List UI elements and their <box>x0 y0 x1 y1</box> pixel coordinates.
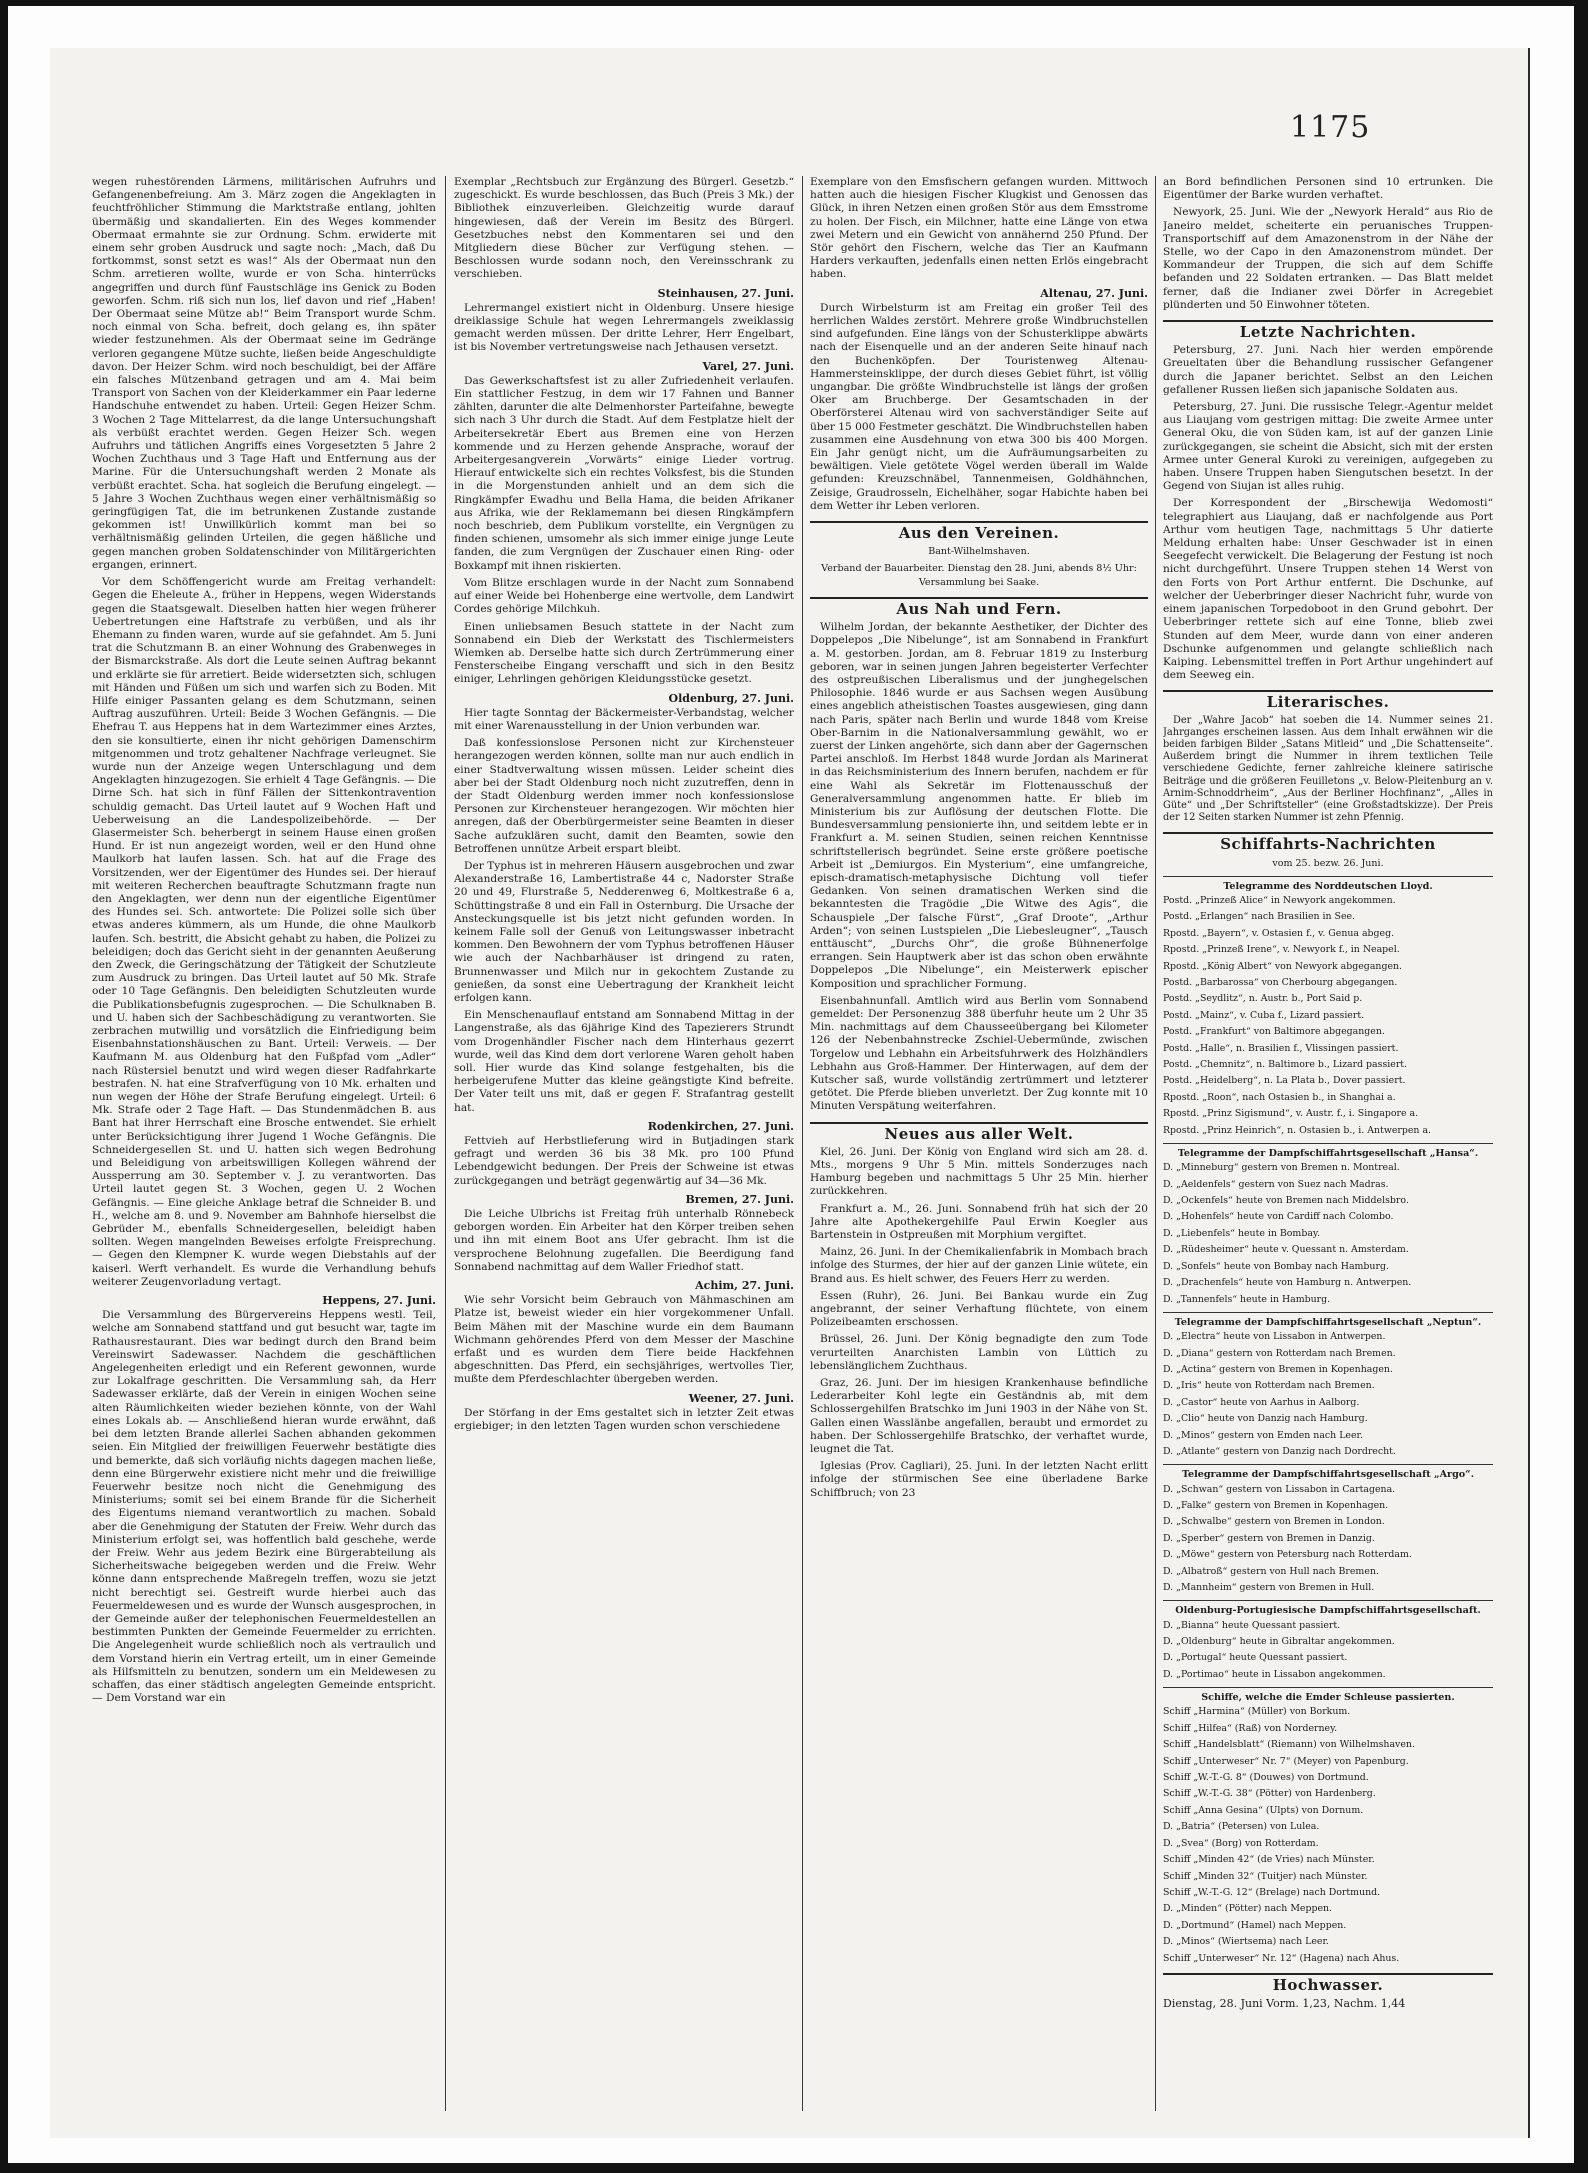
shipping-entry: D. „Minden“ (Pötter) nach Meppen. <box>1163 1903 1333 1915</box>
article-text: Frankfurt a. M., 26. Juni. Sonnabend früh hat sich der 20 Jahre alte Apothekergehilfe Paul Erwin Koegler aus Bartenstein in Ostpreußen mit Morphium vergiftet. <box>810 1202 1148 1242</box>
dateline: Bremen, 27. Juni. <box>685 1192 794 1206</box>
article-text: Kiel, 26. Juni. Der König von England wird sich am 28. d. Mts., morgens 9 Uhr 5 Min. mittels Sonderzuges nach Hamburg begeben und nachmittags 5 Uhr 25 Min. hierher zurückkehren. <box>810 1145 1148 1198</box>
article-text: Der Korrespondent der „Birschewija Wedomosti“ telegraphiert aus Liaujang, daß er nachfolgende aus Port Arthur vom heutigen Tage, nachmittags 5 Uhr datierte Meldung erhalten habe: Unser Geschwader ist in einen Seegefecht verwickelt. Die Belagerung der Festung ist noch nicht durchgeführt. Unsere Truppen stehen 14 Werst von den Forts von Port Arthur entfernt. Die Dschunke, auf welcher der Ueberbringer dieser Nachricht fuhr, wurde von einem japanischen Torpedoboot in den Grund gebohrt. Der Ueberbringer rettete sich auf eine Tonne, blieb zwei Stunden auf dem Meer, wurde dann von einer anderen Dschunke aufgenommen und gelangte schließlich nach Kaiping. Lebensmittel treffen in Port Arthur ungehindert auf dem Seeweg ein. <box>1163 497 1493 682</box>
shipping-entry: D. „Minos“ gestern von Emden nach Leer. <box>1163 1429 1363 1441</box>
article-text: Graz, 26. Juni. Der im hiesigen Krankenhause befindliche Lederarbeiter Kohl legte ein Geständnis ab, mit dem Schlossergehilfen Bratschko im Juni 1903 in der Nähe von St. Gallen einen Wasslänbe angefallen, beraubt und ermordet zu haben. Der Schlossergehilfe Bratschko, der verhaftet wurde, leugnet die Tat. <box>810 1377 1148 1456</box>
article-text: Einen unliebsamen Besuch stattete in der Nacht zum Sonnabend ein Dieb der Werkstatt des Tischlermeisters Wiemken ab. Derselbe hatte sich durch Zertrümmerung einer Fensterscheibe Eingang verschafft und sich in den Besitz einiger, Lehrlingen gehörigen Kleidungsstücke gesetzt. <box>454 620 794 686</box>
shipping-entry: D. „Batria“ (Petersen) von Lulea. <box>1163 1821 1320 1833</box>
shipping-entry: D. „Schwalbe“ gestern von Bremen in London. <box>1163 1516 1385 1528</box>
section-subheading: Bant-Wilhelmshaven. <box>928 546 1030 558</box>
article-text: wegen ruhestörenden Lärmens, militärischen Aufruhrs und Gefangenenbefreiung. Am 3. März zogen die Angeklagten in feuchtfröhlicher Stimmung die Marktstraße entlang, johlten übermäßig und skandalierten. Ein des Weges kommender Obermaat ermahnte sie zur Ordnung. Schm. erwiderte mit einem sehr groben Ausdruck und sagte noch: „Mach, daß Du fortkommst, sonst setzt es was!“ Als der Obermaat nun den Schm. arretieren wollte, wurde er von Scha. hinterrücks angegriffen und durch fünf Faustschläge ins Genick zu Boden geworfen. Schm. riß sich nun los, lief davon und rief „Haben! Der Obermaat seine Mütze ab!“ Beim Transport wurde Schm. noch einmal von Scha. befreit, doch gelang es, ihn später wieder festzunehmen. Als der Obermaat seine im Gedränge verloren gegangene Mütze suchte, ließen beide Angeschuldigte davon. Der Heizer Schm. wird noch beschuldigt, bei der Affäre ein falsches Mützenband getragen und am 4. Mai beim Transport von Sachen von der Kleiderkammer ein Paar lederne Handschuhe entwendet zu haben. Urteil: Gegen Heizer Schm. 3 Wochen 2 Tage Mittelarrest, da die lange Untersuchungshaft als verbüßt erachtet werden. Gegen Heizer Sch. wegen Aufruhrs und tätlichen Angriffs eines Vorgesetzten 5 Jahre 2 Wochen Zuchthaus und 3 Tage Haft und Entfernung aus der Marine. Für die Untersuchungshaft werden 2 Monate als verbüßt erachtet. Scha. hat sogleich die Berufung eingelegt. — 5 Jahre 3 Wochen Zuchthaus wegen einer verhältnismäßig so geringfügigen Tat, die im betrunkenen Zustande zustande gekommen ist! Unwillkürlich kommt man bei so verhältnismäßig gelinden Urteilen, die gegen häßliche und gegen manchen groben Soldatenschinder von Militärgerichten ergangen, erinnert. <box>92 176 436 571</box>
shipping-group-title: Telegramme des Norddeutschen Lloyd. <box>1163 876 1493 893</box>
shipping-entry: D. „Sperber“ gestern von Bremen in Danzig. <box>1163 1532 1375 1544</box>
shipping-entry: D. „Albatroß“ gestern von Hull nach Bremen. <box>1163 1565 1379 1577</box>
shipping-entry: D. „Hohenfels“ heute von Cardiff nach Colombo. <box>1163 1211 1394 1223</box>
shipping-group-title: Schiffe, welche die Emder Schleuse passierten. <box>1163 1687 1493 1704</box>
shipping-entry: Postd. „Halle“, n. Brasilien f., Vlissingen passiert. <box>1163 1042 1399 1054</box>
article-text: Der Typhus ist in mehreren Häusern ausgebrochen und zwar Alexanderstraße 16, Lambertistraße 44 c, Nadorster Straße 20 und 49, Flurstraße 5, Nedderenweg 6, Moltkestraße 6 a, Schüttingstraße 8 und ein Fall in Osternburg. Die Ursache der Ansteckungsquelle ist bis jetzt nicht gefunden worden. In keinem Falle soll der Genuß von Leitungswasser inbetracht kommen. Den Bewohnern der vom Typhus betroffenen Häuser wie auch der Nachbarhäuser ist dringend zu raten, Brunnenwasser und Milch nur in gekochtem Zustande zu genießen, da sonst eine Uebertragung der Krankheit leicht erfolgen kann. <box>454 859 794 1004</box>
shipping-entry: Rpostd. „Prinz Sigismund“, v. Austr. f., i. Singapore a. <box>1163 1108 1419 1120</box>
shipping-group-title: Telegramme der Dampfschiffahrtsgesellschaft „Hansa“. <box>1163 1143 1493 1160</box>
newspaper-page <box>50 48 1530 2138</box>
dateline: Steinhausen, 27. Juni. <box>657 286 794 300</box>
shipping-entry: Rpostd. „Prinzeß Irene“, v. Newyork f., in Neapel. <box>1163 944 1400 956</box>
article-text: Der „Wahre Jacob“ hat soeben die 14. Nummer seines 21. Jahrganges erscheinen lassen. Aus dem Inhalt erwähnen wir die beiden farbigen Bilder „Satans Mitleid“ und „Die Schattenseite“. Außerdem bringt die Nummer in ihrem textlichen Teile verschiedene Gedichte, ferner zahlreiche kleinere satirische Beiträge und die größeren Feuilletons „v. Below-Pleitenburg an v. Arnim-Schnoddrheim“, „Aus der Berliner Hochfinanz“, „Alles in Güte“ und „Der Schriftsteller“ (eine Großstadtskizze). Der Preis der 12 Seiten starken Nummer ist zehn Pfennig. <box>1163 714 1493 824</box>
article-text: Daß konfessionslose Personen nicht zur Kirchensteuer herangezogen werden können, sollte man nur auch endlich in einer Stadtverwaltung wissen müssen. Leider scheint dies aber bei der Stadt Oldenburg noch nicht zuzutreffen, denn in der Stadt Oldenburg werden immer noch konfessionslose Personen zur Kirchensteuer herangezogen. Wir möchten hier anregen, daß der Oberbürgermeister seine Beamten in dieser Sache aufzuklären sucht, damit den Beamten, sowie den Betroffenen unnütze Arbeit erspart bleibt. <box>454 737 794 855</box>
shipping-entry: D. „Electra“ heute von Lissabon in Antwerpen. <box>1163 1331 1386 1343</box>
dateline: Oldenburg, 27. Juni. <box>668 691 794 705</box>
article-text: Lehrermangel existiert nicht in Oldenburg. Unsere hiesige dreiklassige Schule hat wegen Lehrermangels zweiklassig gemacht werden müssen. Der dritte Lehrer, Herr Engelbart, ist bis November vertretungsweise nach Jethausen versetzt. <box>454 301 794 354</box>
article-text: Eisenbahnunfall. Amtlich wird aus Berlin vom Sonnabend gemeldet: Der Personenzug 388 überfuhr heute um 2 Uhr 35 Min. nachmittags auf dem Chausseeübergang bei Kilometer 126 der Nebenbahnstrecke Zschiel-Uebermünde, zwischen Torgelow und Lebhahn ein Arbeitsfuhrwerk des Holzhändlers Lebhahn aus Groß-Hammer. Der Hinterwagen, auf dem der Kutscher saß, wurde vollständig zertrümmert und letzterer getötet. Die Pferde blieben unverletzt. Der Zug konnte mit 10 Minuten Verspätung weiterfahren. <box>810 994 1148 1113</box>
shipping-entry: Schiff „Anna Gesina“ (Ulpts) von Dornum. <box>1163 1804 1364 1816</box>
shipping-entry: D. „Svea“ (Borg) von Rotterdam. <box>1163 1837 1319 1849</box>
column-1 <box>92 176 436 2120</box>
dateline: Rodenkirchen, 27. Juni. <box>647 1119 794 1133</box>
shipping-entry: D. „Schwan“ gestern von Lissabon in Cartagena. <box>1163 1483 1396 1495</box>
shipping-entry: D. „Falke“ gestern von Bremen in Kopenhagen. <box>1163 1499 1389 1511</box>
shipping-entry: Postd. „Barbarossa“ von Cherbourg abgegangen. <box>1163 976 1398 988</box>
article <box>454 360 794 573</box>
shipping-entry: D. „Drachenfels“ heute von Hamburg n. Antwerpen. <box>1163 1277 1412 1289</box>
shipping-entry: D. „Iris“ heute von Rotterdam nach Bremen. <box>1163 1380 1375 1392</box>
article <box>454 1120 794 1188</box>
dateline: Varel, 27. Juni. <box>702 359 794 373</box>
shipping-entry: Postd. „Heidelberg“, n. La Plata b., Dover passiert. <box>1163 1075 1406 1087</box>
column-2 <box>454 176 794 2120</box>
article-text: Exemplare von den Emsfischern gefangen wurden. Mittwoch hatten auch die hiesigen Fischer Klugkist und Genossen das Glück, in ihren Netzen einen großen Stör aus dem Emsstrome zu holen. Der Fisch, ein Milchner, hatte eine Länge von etwa zwei Metern und ein Gewicht von annähernd 250 Pfund. Der Stör gehört den Fischern, welche das Tier an Kaufmann Harders verkauften, jedenfalls einen netten Erlös eingebracht haben. <box>810 176 1148 281</box>
shipping-entry: D. „Bianna“ heute Quessant passiert. <box>1163 1619 1341 1631</box>
shipping-entry: D. „Actina“ gestern von Bremen in Kopenhagen. <box>1163 1363 1393 1375</box>
shipping-entry: D. „Tannenfels“ heute in Hamburg. <box>1163 1293 1331 1305</box>
dateline: Achim, 27. Juni. <box>695 1279 794 1293</box>
article-text: Das Gewerkschaftsfest ist zu aller Zufriedenheit verlaufen. Ein stattlicher Festzug, in dem wir 17 Fahnen und Banner zählten, darunter die alte Delmenhorster Parteifahne, bewegte sich nach 3 Uhr durch die Stadt. Auf dem Festplatze hielt der Arbeitersekretär Ebert aus Bremen eine von Herzen kommende und zu Herzen gehende Ansprache, worauf der Arbeitergesangverein „Vorwärts“ einige Lieder vortrug. Hierauf entwickelte sich ein rechtes Volksfest, bis die Stunden in die Morgenstunden anhielt und an dem sich die Ringkämpfer Ewadhu und Bella Hama, die beiden Afrikaner aus Afrika, wie der Reklamemann bei diesen Ringkämpfern noch beschrieb, dem Publikum vorstellte, ein Vergnügen zu finden schienen, umsomehr als sich immer einige junge Leute fanden, die zum Vergnügen der Zuschauer einen Ring- oder Boxkampf mit ihnen riskierten. <box>454 374 794 572</box>
article-text: Die Leiche Ulbrichs ist Freitag früh unterhalb Rönnebeck geborgen worden. Ein Arbeiter hat den Körper treiben sehen und ihn mit einem Boot ans Ufer gebracht. Ihm ist die versprochene Belohnung zugefallen. Die Beerdigung fand Sonnabend nachmittag auf dem Waller Friedhof statt. <box>454 1208 794 1273</box>
section-subheading: vom 25. bezw. 26. Juni. <box>1272 857 1384 869</box>
shipping-entry: D. „Minos“ (Wiertsema) nach Leer. <box>1163 1936 1329 1948</box>
shipping-list <box>1163 876 1493 1965</box>
shipping-entry: Postd. „Erlangen“ nach Brasilien in See. <box>1163 911 1356 923</box>
shipping-entry: Rpostd. „König Albert“ von Newyork abgegangen. <box>1163 960 1403 972</box>
shipping-entry: Schiff „Handelsblatt“ (Riemann) von Wilhelmshaven. <box>1163 1739 1415 1751</box>
shipping-entry: D. „Dortmund“ (Hamel) nach Meppen. <box>1163 1919 1347 1931</box>
tide-times: Dienstag, 28. Juni Vorm. 1,23, Nachm. 1,44 <box>1163 1997 1406 2011</box>
shipping-entry: D. „Atlante“ gestern von Danzig nach Dordrecht. <box>1163 1445 1396 1457</box>
section-heading: Letzte Nachrichten. <box>1163 320 1493 339</box>
article-text: Essen (Ruhr), 26. Juni. Bei Bankau wurde ein Zug angebrannt, der seiner Verhaftung flüchtete, von einem Polizeibeamten erschossen. <box>810 1289 1148 1329</box>
article-text: an Bord befindlichen Personen sind 10 ertrunken. Die Eigentümer der Barke wurden verhaftet. <box>1163 176 1493 202</box>
shipping-group-title: Telegramme der Dampfschiffahrtsgesellschaft „Argo“. <box>1163 1464 1493 1481</box>
article-text: Wie sehr Vorsicht beim Gebrauch von Mähmaschinen am Platze ist, beweist wieder ein hier vorgekommener Unfall. Beim Mähen mit der Maschine wurde ein dem Baumann Wichmann gehörendes Pferd von dem Messer der Maschine erfaßt und es wurden dem Tiere beide Hackfehnen abgeschnitten. Das Pferd, ein sechsjähriges, wertvolles Tier, mußte dem Pferdeschlachter übergeben werden. <box>454 1294 794 1386</box>
article-text: Vom Blitze erschlagen wurde in der Nacht zum Sonnabend auf einer Weide bei Hohenberge eine wertvolle, dem Landwirt Cordes gehörige Milchkuh. <box>454 576 794 616</box>
article-text: Exemplar „Rechtsbuch zur Ergänzung des Bürgerl. Gesetzb.“ zugeschickt. Es wurde beschlossen, das Buch (Preis 3 Mk.) der Bibliothek einzuverleiben. Gleichzeitig wurde darauf hingewiesen, daß der Verein im Besitz des Bürgerl. Gesetzbuches nebst den Kommentaren sei und den Mitgliedern diese Bücher zur Verfügung stehen. — Beschlossen wurde sodann noch, den Vereinsschrank zu verschieben. <box>454 176 794 281</box>
scan-left-border <box>0 0 8 2173</box>
shipping-entry: Schiff „Minden 42“ (de Vries) nach Münster. <box>1163 1854 1375 1866</box>
shipping-entry: Schiff „Unterweser“ Nr. 12“ (Hagena) nach Ahus. <box>1163 1952 1400 1964</box>
shipping-entry: Schiff „W.-T.-G. 12“ (Brelage) nach Dortmund. <box>1163 1886 1381 1898</box>
dateline: Heppens, 27. Juni. <box>322 1294 436 1308</box>
shipping-entry: Postd. „Seydlitz“, n. Austr. b., Port Said p. <box>1163 993 1363 1005</box>
shipping-entry: Postd. „Mainz“, v. Cuba f., Lizard passiert. <box>1163 1009 1365 1021</box>
shipping-entry: Postd. „Chemnitz“, n. Baltimore b., Lizard passiert. <box>1163 1059 1408 1071</box>
article-text: Petersburg, 27. Juni. Die russische Telegr.-Agentur meldet aus Liaujang vom gestrigen mittag: Die zweite Armee unter General Oku, die von Süden kam, ist auf der ganzen Linie zurückgegangen, sie scheint die Absicht, sich mit der ersten Armee unter General Kuroki zu vereinigen, aufgegeben zu haben. Unsere Truppen haben Siengutschen besetzt. In der Gegend von Siujan ist alles ruhig. <box>1163 401 1493 493</box>
article-text: Wilhelm Jordan, der bekannte Aesthetiker, der Dichter des Doppelepos „Die Nibelunge“, ist am Sonnabend in Frankfurt a. M. gestorben. Jordan, am 8. Februar 1819 zu Insterburg geboren, war in seinen jungen Jahren begeisterter Verfechter des ostpreußischen Liberalismus und der junghegelschen Philosophie. 1846 wurde er aus Sachsen wegen Ausübung eines angeblich atheistischen Toastes ausgewiesen, ging dann nach Paris, später nach Berlin und wurde 1848 vom Kreise Ober-Barnim in die Nationalversammlung gewählt, wo er zuerst der Linken angehörte, sich dann aber der Gagernschen Partei anschloß. Im Herbst 1848 wurde Jordan als Marinerat in das Reichsministerium des Innern berufen, nachdem er für eine Wahl als Sekretär im Flottenausschuß der Generalversammlung angenommen hatte. Er blieb im Ministerium bis zur Auflösung der deutschen Flotte. Die Bundesversammlung pensionierte ihn, und seitdem lebte er in Frankfurt a. M. seinen Studien, seinen reichen Kenntnisse schriftstellerisch begründet. Seine erste größere poetische Arbeit ist „Demiurgos. Ein Mysterium“, eine umfangreiche, episch-dramatisch-metaphysische Dichtung voll tiefer Gedanken. Von seinen dramatischen Werken sind die bekanntesten die Tragödie „Die Witwe des Agis“, die Schauspiele „Der falsche Fürst“, „Graf Droote“, „Arthur Arden“; von seinen Lustspielen „Die Liebesleugner“, „Tausch enttäuscht“, „Durchs Ohr“, die große Bühnenerfolge errangen. Sein Hauptwerk aber ist das schon oben erwähnte Doppelepos „Die Nibelunge“, ein Meisterwerk epischer Komposition und sprachlicher Formung. <box>810 621 1148 990</box>
article-text: Hier tagte Sonntag der Bäckermeister-Verbandstag, welcher mit einer Warenausstellung in der Union verbunden war. <box>454 706 794 732</box>
article <box>810 287 1148 513</box>
shipping-entry: D. „Mannheim“ gestern von Bremen in Hull. <box>1163 1582 1375 1593</box>
shipping-entry: D. „Portugal“ heute Quessant passiert. <box>1163 1652 1348 1664</box>
column-rule <box>445 176 446 2111</box>
section-heading: Neues aus aller Welt. <box>810 1122 1148 1141</box>
shipping-entry: D. „Liebenfels“ heute in Bombay. <box>1163 1227 1320 1239</box>
shipping-entry: Schiff „Harmina“ (Müller) von Borkum. <box>1163 1706 1351 1718</box>
article <box>454 1392 794 1434</box>
column-rule <box>802 176 803 2111</box>
column-rule <box>1155 176 1156 2111</box>
article-text: Fettvieh auf Herbstlieferung wird in Butjadingen stark gefragt und werden 36 bis 38 Mk. pro 100 Pfund Lebendgewicht bedungen. Der Preis der Schweine ist etwas zurückgegangen und beträgt gegenwärtig auf 34—36 Mk. <box>454 1135 794 1187</box>
article-text: Petersburg, 27. Juni. Nach hier werden empörende Greueltaten über die Behandlung russischer Gefangener durch die Japaner berichtet. Selbst an den Leichen gefallener Russen ließen sich japanische Soldaten aus. <box>1163 344 1493 396</box>
shipping-entry: Postd. „Frankfurt“ von Baltimore abgegangen. <box>1163 1026 1385 1038</box>
shipping-entry: D. „Oldenburg“ heute in Gibraltar angekommen. <box>1163 1636 1395 1648</box>
shipping-group-title: Telegramme der Dampfschiffahrtsgesellschaft „Neptun“. <box>1163 1312 1493 1329</box>
section-heading: Schiffahrts-Nachrichten <box>1163 832 1493 851</box>
scan-right-border <box>1574 0 1588 2173</box>
shipping-entry: Schiff „W.-T.-G. 8“ (Douwes) von Dortmund. <box>1163 1772 1369 1784</box>
section-heading: Literarisches. <box>1163 690 1493 709</box>
section-heading: Hochwasser. <box>1163 1973 1493 1992</box>
article-text: Newyork, 25. Juni. Wie der „Newyork Herald“ aus Rio de Janeiro meldet, scheiterte ein peruanisches Truppen-Transportschiff auf dem Amazonenstrom in der Nähe der Stelle, wo der Capo in den Amazonenstrom mündet. Der Kommandeur der Truppen, die sich auf dem Schiffe befanden und 22 Soldaten ertranken. — Das Blatt meldet ferner, daß die Indianer zwei Dörfer in Acregebiet plünderten und 50 Einwohner töteten. <box>1163 206 1493 311</box>
shipping-entry: Rpostd. „Roon“, nach Ostasien b., in Shanghai a. <box>1163 1091 1396 1103</box>
dateline: Altenau, 27. Juni. <box>1040 286 1148 300</box>
section-heading: Aus Nah und Fern. <box>810 597 1148 616</box>
article-text: Die Versammlung des Bürgervereins Heppens westl. Teil, welche am Sonnabend stattfand und gut besucht war, tagte im Rathausrestaurant. Dies war bedingt durch den Brand beim Vereinswirt Sadewasser. Nachdem die geschäftlichen Angelegenheiten erledigt und ein Referent gewonnen, wurde zur Lokalfrage geschritten. Die Versammlung sah, da Herr Sadewasser erklärte, daß der Verein in einigen Wochen seine alten Räumlichkeiten wieder beziehen könnte, von der Wahl eines Lokals ab. — Anschließend hieran wurde erwähnt, daß bei dem letzten Brande allerlei Sachen abhanden gekommen seien. Ein Mitglied der freiwilligen Feuerwehr bestätigte dies und bemerkte, daß sich vorläufig nichts dagegen machen ließe, denn eine Bürgerwehr existiere nicht mehr und die freiwillige Feuerwehr besitze noch nicht die Genehmigung des Ministeriums; somit sei bei einem Brande für die Sicherheit des Eigentums niemand verantwortlich zu machen. Sobald aber die Genehmigung der Statuten der Freiw. Wehr durch das Ministerium erfolgt sei, was hoffentlich bald geschehe, werde der Freiw. Wehr aus jedem Bezirk eine Bürgerabteilung als Sicherheitswache beigegeben werden und die Freiw. Wehr könne dann entsprechende Maßregeln treffen, wozu sie jetzt nicht berechtigt sei. Gestreift wurde hierbei auch das Feuermeldewesen und es wurde der Wunsch ausgesprochen, in der Gemeinde außer der telephonischen Feuermeldestellen an bestimmten Punkten der Gemeinde Feuermelder zu errichten. Die Angelegenheit wurde schließlich noch als vertraulich und dem Vorstand hierin ein Vertrag erteilt, um in einer Gemeinde als Hilfsmitteln zu benutzen, sondern um ein Meldewesen zu schaffen, das einer städtisch angelegten Gemeinde entspricht. — Dem Vorstand war ein <box>92 1309 436 1705</box>
column-4 <box>1163 176 1493 2120</box>
shipping-entry: D. „Sonfels“ heute von Bombay nach Hamburg. <box>1163 1260 1389 1272</box>
shipping-entry: D. „Ockenfels“ heute von Bremen nach Middelsbro. <box>1163 1195 1409 1207</box>
scan-top-border <box>0 0 1588 6</box>
article-text: Vor dem Schöffengericht wurde am Freitag verhandelt: Gegen die Eheleute A., früher in Heppens, wegen Widerstands gegen die Staatsgewalt. Dieselben hatten hier wegen früherer Uebertretungen eine Haftstrafe zu verbüßen, und als ihr Ehemann zu finden waren, wurde auf sie gefahndet. Am 5. Juni trat die Schutzmann B. an einer Wohnung des Grabenweges in der Bismarckstraße. Als dort die Leute seinen Auftrag bekannt und erklärte sie für arretiert. Beide widersetzten sich, schlugen mit Händen und Füßen um sich und warfen sich zu Boden. Mit Hilfe einiger Passanten gelang es dem Schutzmann, seinen Auftrag auszuführen. Urteil: Beide 3 Wochen Gefängnis. — Die Ehefrau T. aus Heppens hat in dem Wartezimmer eines Arztes, den sie konsultierte, einen ihr nicht gehörigen Damenschirm mitgenommen und trotz gehaltener Nachfrage verleugnet. Sie wurde nun der Anzeige wegen Unterschlagung und dem Angeklagten hinzugezogen. Sie erhielt 4 Tage Gefängnis. — Die Dirne Sch. hat sich in fünf Fällen der Sittenkontravention schuldig gemacht. Das Urteil lautet auf 9 Wochen Haft und Ueberweisung an die Landespolizeibehörde. — Der Glasermeister Sch. beherbergt in seinem Hause einen großen Hund. Er ist nun angezeigt worden, weil er den Hund ohne Maulkorb hat laufen lassen. Sch. hat auf die Frage des Vorsitzenden, wer der Eigentümer des Hundes sei. Der hierauf mit weiteren Recherchen beauftragte Schutzmann fragte nun den Angeklagten, wer denn nun der eigentliche Eigentümer des Hundes sei. Sch. antwortete: Die Polizei solle sich über etwas anderes kümmern, als um Hunde, die ohne Maulkorb laufen. Sch. bestritt, die Absicht gehabt zu haben, die Polizei zu beleidigen; doch das Gericht sieht in der genannten Aeußerung den Zweck, die Geringschätzung der Tätigkeit der Schutzleute zum Ausdruck zu bringen. Das Urteil lautet auf 50 Mk. Strafe oder 10 Tage Gefängnis. Den beleidigten Schutzleuten wurde die Publikationsbefugnis zugesprochen. — Die Schulknaben B. und U. haben sich der Sachbeschädigung zu verantworten. Sie zerbrachen mutwillig und vorsätzlich die Einfriedigung beim Eisenbahnstationshäuschen zu Bant. Urteil: Verweis. — Der Kaufmann M. aus Oldenburg hat den Fußpfad vom „Adler“ nach Rüstersiel benutzt und wird wegen dieser Radfahrkarte bestrafen. N. hat eine Strafverfügung von 10 Mk. erhalten und nun wegen der Höhe der Strafe Berufung eingelegt. Urteil: 6 Mk. Strafe oder 2 Tage Haft. — Das Stundenmädchen B. aus Bant hat ihrer Herrschaft eine Brosche entwendet. Sie erhielt unter Berücksichtigung ihrer Jugend 1 Woche Gefängnis. Die Schneidergesellen St. und U. hatten sich wegen Bedrohung und Beleidigung von arbeitswilligen Kollegen während der Aussperrung am 30. September v. J. zu verantworten. Das Urteil lautet gegen St. 3 Wochen, gegen U. 2 Wochen Gefängnis. — Eine gleiche Anklage betraf die Schneider B. und H., welche am 8. und 9. November am Bahnhofe hierselbst die Gebrüder M., ebenfalls Schneidergesellen, beleidigt haben sollten. Wegen mangelnden Beweises erfolgte Freisprechung. — Gegen den Klempner K. wurde wegen Diebstahls auf der kaiserl. Werft verhandelt. Es wurde die Verhandlung behufs weiterer Zeugenvorladung vertagt. <box>92 576 436 1288</box>
article <box>454 287 794 355</box>
shipping-entry: Schiff „Hilfea“ (Raß) von Norderney. <box>1163 1722 1338 1734</box>
shipping-entry: Schiff „Minden 32“ (Tuitjer) nach Münster. <box>1163 1870 1368 1882</box>
shipping-entry: D. „Clio“ heute von Danzig nach Hamburg. <box>1163 1413 1368 1425</box>
shipping-entry: D. „Aeldenfels“ gestern von Suez nach Madras. <box>1163 1178 1389 1190</box>
page-number: 1175 <box>1290 110 1371 145</box>
section-heading: Aus den Vereinen. <box>810 521 1148 540</box>
shipping-entry: D. „Castor“ heute von Aarhus in Aalborg. <box>1163 1396 1360 1408</box>
article-text: Durch Wirbelsturm ist am Freitag ein großer Teil des herrlichen Waldes zerstört. Mehrere große Windbruchstellen sind aufgefunden. Eine längs von der Schusterklippe abwärts nach der Eisenquelle und an der anderen Seite hinauf nach den Buchenköpfen. Der Touristenweg Altenau-Hammersteinsklippe, der durch dieses Gebiet führt, ist völlig ungangbar. Die größte Windbruchstelle ist längs der großen Oker am Bruchberge. Der Gesamtschaden in der Oberförsterei Altenau wird von sachverständiger Seite auf über 15 000 Festmeter geschätzt. Die Windbruchstellen haben zusammen eine Ausdehnung von etwa 300 bis 400 Morgen. Ein Jahr genügt nicht, um die Aufräumungsarbeiten zu bewältigen. Viele getötete Vögel werden überall im Walde gefunden: Kreuzschnäbel, Tannenmeisen, Goldhähnchen, Zeisige, Graudrosseln, Eichelhäher, sogar Habichte haben bei dem Wetter ihr Leben verloren. <box>810 301 1148 512</box>
article-text: Ein Menschenauflauf entstand am Sonnabend Mittag in der Langenstraße, als das 6jährige Kind des Tapezierers Strundt vom Drogenhändler Fischer nach dem Hinterhaus gezerrt wurde, weil das Kind dem dort verlorene Waren geholt haben soll. Hier wurde das Kind solange festgehalten, bis die herbeigerufene Mutter das kleine geängstigte Kind befreite. Der Vater teilt uns mit, daß er gegen F. Strafantrag gestellt hat. <box>454 1009 794 1114</box>
column-3 <box>810 176 1148 2120</box>
shipping-group-title: Oldenburg-Portugiesische Dampfschiffahrtsgesellschaft. <box>1163 1600 1493 1617</box>
article-text: Brüssel, 26. Juni. Der König begnadigte den zum Tode verurteilten Anarchisten Lambin von Lüttich zu lebenslänglichem Zuchthaus. <box>810 1333 1148 1372</box>
article-text: Mainz, 26. Juni. In der Chemikalienfabrik in Mombach brach infolge des Sturmes, der hier auf der ganzen Linie wütete, ein Brand aus. Es hielt schwer, des Feuers Herr zu werden. <box>810 1246 1148 1285</box>
shipping-entry: Schiff „W.-T.-G. 38“ (Pötter) von Hardenberg. <box>1163 1788 1376 1800</box>
shipping-entry: D. „Diana“ gestern von Rotterdam nach Bremen. <box>1163 1347 1396 1359</box>
shipping-entry: D. „Minneburg“ gestern von Bremen n. Montreal. <box>1163 1162 1400 1174</box>
article-text: Iglesias (Prov. Cagliari), 25. Juni. In der letzten Nacht erlitt infolge der stürmischen See eine überladene Barke Schiffbruch; von 23 <box>810 1460 1148 1499</box>
article <box>454 692 794 734</box>
shipping-entry: D. „Portimao“ heute in Lissabon angekommen. <box>1163 1668 1386 1680</box>
shipping-entry: Postd. „Prinzeß Alice“ in Newyork angekommen. <box>1163 894 1396 906</box>
scan-bottom-border <box>0 2163 1588 2173</box>
article <box>454 1193 794 1274</box>
article <box>454 1279 794 1387</box>
shipping-entry: Rpostd. „Prinz Heinrich“, n. Ostasien b., i. Antwerpen a. <box>1163 1124 1432 1136</box>
shipping-entry: Schiff „Unterweser“ Nr. 7“ (Meyer) von Papenburg. <box>1163 1755 1409 1767</box>
shipping-entry: Rpostd. „Bayern“, v. Ostasien f., v. Genua abgeg. <box>1163 927 1395 939</box>
article-text: Der Störfang in der Ems gestaltet sich in letzter Zeit etwas ergiebiger; in den letzten Tagen wurden schon verschiedene <box>454 1406 794 1433</box>
shipping-entry: D. „Rüdesheimer“ heute v. Quessant n. Amsterdam. <box>1163 1244 1409 1256</box>
dateline: Weener, 27. Juni. <box>688 1391 794 1405</box>
notice-text: Verband der Bauarbeiter. Dienstag den 28. Juni, abends 8½ Uhr: Versammlung bei Saake. <box>821 563 1137 588</box>
shipping-entry: D. „Möwe“ gestern von Petersburg nach Rotterdam. <box>1163 1549 1412 1561</box>
